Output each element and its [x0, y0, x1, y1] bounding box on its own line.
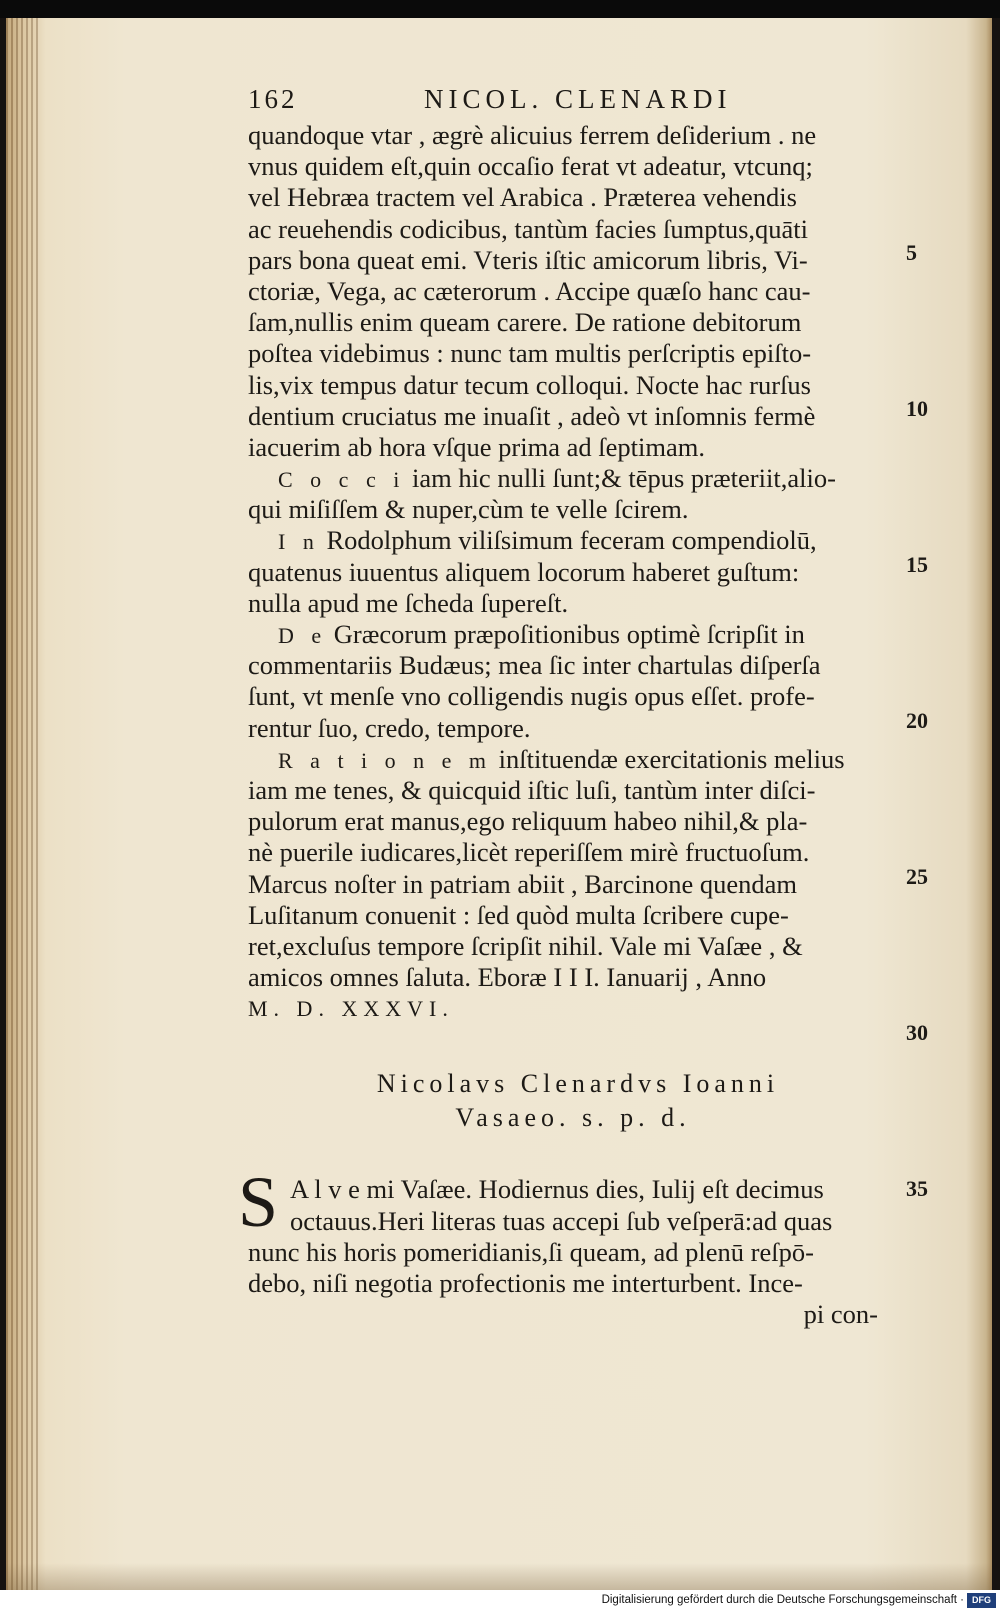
- second-letter: [238, 1162, 898, 1330]
- text-line: [248, 744, 898, 775]
- text-line: nunc his horis pomeridianis,ſi queam, ad plenū reſpō-: [248, 1236, 814, 1267]
- line-number: 25: [906, 864, 928, 889]
- text-line-content: iam hic nulli ſunt;& tēpus præteriit,alio-: [411, 463, 836, 494]
- letter-heading-line1: Nicolavs Clenardvs Ioanni: [376, 1069, 780, 1099]
- text-line: [248, 463, 898, 494]
- text-line: ret,excluſus tempore ſcripſit nihil. Vale mi Vaſæe , &: [248, 930, 803, 961]
- text-line: nulla apud me ſcheda ſupereſt.: [248, 587, 569, 618]
- text-block: [238, 84, 898, 1330]
- text-line: vnus quidem eſt,quin occaſio ferat vt adeatur, vtcunq;: [248, 151, 813, 182]
- text-line: poſtea videbimus : nunc tam multis perſcriptis epiſto-: [248, 338, 812, 369]
- text-line: [248, 525, 898, 556]
- text-line: iacuerim ab hora vſque prima ad ſeptimam.: [248, 431, 705, 462]
- paragraph-lead: I n: [278, 529, 320, 555]
- viewer-top-bar: [0, 0, 1000, 18]
- paragraph-lead: R a t i o n e m: [278, 747, 493, 773]
- text-line: Marcus noſter in patriam abiit , Barcinone quendam: [248, 868, 797, 899]
- text-line: quatenus iuuentus aliquem locorum haberet guſtum:: [248, 556, 800, 587]
- text-line: amicos omnes ſaluta. Eboræ I I I. Ianuarij , Anno: [248, 962, 767, 993]
- text-line-content: inſtituendæ exercitationis melius: [498, 743, 845, 774]
- scanned-page: [0, 18, 1000, 1590]
- text-line: quandoque vtar , ægrè alicuius ferrem deſiderium . ne: [248, 120, 817, 150]
- text-line: iam me tenes, & quicquid iſtic luſi, tantùm inter diſci-: [248, 774, 816, 805]
- paragraph-cocci: [248, 463, 898, 525]
- text-line: nè puerile iudicares,licèt reperiſſem mirè fructuoſum.: [248, 837, 810, 868]
- text-line: Luſitanum conuenit : ſed quòd multa ſcribere cupe-: [248, 899, 789, 930]
- text-line: octauus.Heri literas tuas accepi ſub veſperā:ad quas: [290, 1205, 833, 1236]
- text-line-content: Rodolphum viliſsimum feceram compendiolū,: [326, 525, 817, 556]
- line-number: 5: [906, 240, 917, 265]
- text-line: ctoriæ, Vega, ac cæterorum . Accipe quæſo hanc cau-: [248, 275, 811, 306]
- page-edges: [6, 18, 38, 1590]
- paragraph-lead: C o c c i: [278, 467, 406, 493]
- footer-bar: [0, 1590, 1000, 1613]
- body-text: [248, 120, 898, 463]
- running-head: NICOL. CLENARDI: [424, 84, 732, 114]
- page-bottom-shadow: [6, 1563, 992, 1590]
- drop-cap: S: [238, 1162, 279, 1243]
- line-number: 15: [906, 552, 928, 577]
- text-line: pulorum erat manus,ego reliquum habeo nihil,& pla-: [248, 806, 808, 837]
- text-line: commentariis Budæus; mea ſic inter chartulas diſperſa: [248, 650, 821, 681]
- funding-credit: Digitalisierung gefördert durch die Deutsche Forschungsgemeinschaft ·: [601, 1594, 964, 1606]
- text-line: A l v e mi Vaſæe. Hodiernus dies, Iulij eſt decimus: [290, 1174, 824, 1205]
- text-line: [248, 619, 898, 650]
- page-number: 162: [248, 84, 298, 114]
- text-line: ac reuehendis codicibus, tantùm facies ſumptus,quāti: [248, 213, 809, 244]
- text-line: lis,vix tempus datur tecum colloqui. Nocte hac rurſus: [248, 369, 811, 400]
- text-line: pars bona queat emi. Vteris iſtic amicorum libris, Vi-: [248, 244, 808, 275]
- line-number: 30: [906, 1020, 928, 1045]
- paragraph-in: [248, 525, 898, 619]
- line-number: 35: [906, 1176, 928, 1201]
- text-line: qui miſiſſem & nuper,cùm te velle ſcirem.: [248, 494, 689, 525]
- catchword: pi con-: [803, 1299, 878, 1330]
- paragraph-lead: D e: [278, 623, 328, 648]
- text-line-content: Græcorum præpoſitionibus optimè ſcripſit in: [333, 619, 805, 649]
- paragraph-de: [248, 619, 898, 744]
- text-line: vel Hebræa tractem vel Arabica . Præterea vehendis: [248, 182, 797, 213]
- line-number: 20: [906, 708, 928, 733]
- date-line: M. D. XXXVI.: [248, 996, 454, 1022]
- page-header: [248, 84, 898, 120]
- paragraph-rationem: [248, 744, 898, 1025]
- dfg-logo: DFG: [967, 1593, 996, 1608]
- text-line: debo, niſi negotia profectionis me interturbent. Ince-: [248, 1268, 803, 1298]
- text-line: ſam,nullis enim queam carere. De ratione debitorum: [248, 307, 802, 338]
- text-line: ſunt, vt menſe vno colligendis nugis opus eſſet. profe-: [248, 681, 815, 712]
- letter-heading-line2: Vasaeo. s. p. d.: [455, 1103, 691, 1133]
- text-line: rentur ſuo, credo, tempore.: [248, 712, 531, 743]
- text-line: dentium cruciatus me inuaſit , adeò vt inſomnis fermè: [248, 400, 816, 431]
- line-number: 10: [906, 396, 928, 421]
